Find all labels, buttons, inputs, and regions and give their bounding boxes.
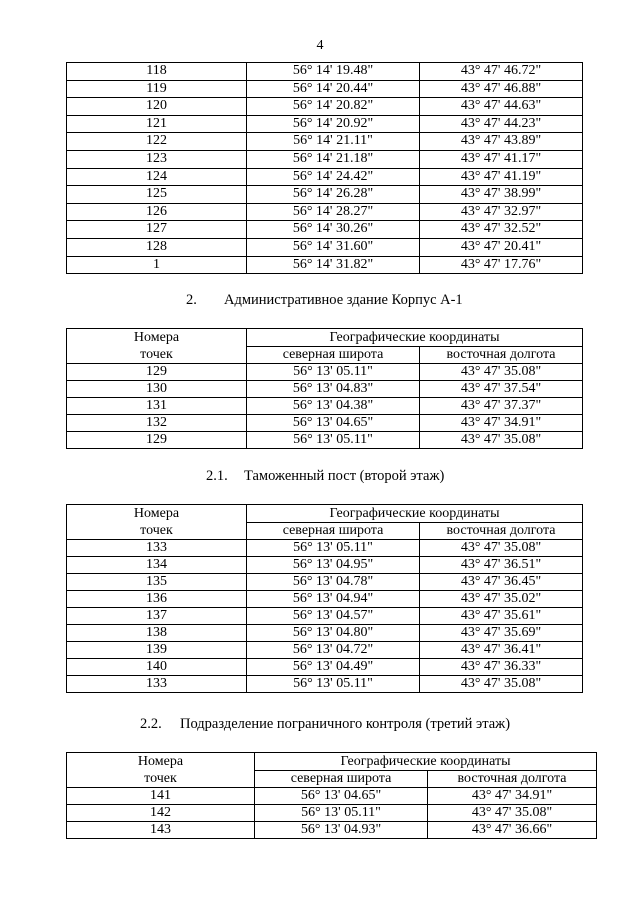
latitude-cell: 56° 13' 04.49" xyxy=(247,659,420,676)
table-row xyxy=(67,574,583,591)
latitude-cell: 56° 13' 04.65" xyxy=(247,415,420,432)
longitude-cell: 43° 47' 35.02" xyxy=(420,591,583,608)
section-number: 2.2. xyxy=(140,716,162,732)
latitude-cell: 56° 14' 31.60" xyxy=(247,238,420,256)
latitude-cell: 56° 14' 31.82" xyxy=(247,256,420,274)
table-row xyxy=(67,788,597,805)
point-number-cell: 132 xyxy=(67,415,247,432)
latitude-cell: 56° 13' 05.11" xyxy=(247,364,420,381)
latitude-cell: 56° 13' 05.11" xyxy=(255,805,428,822)
header-points xyxy=(67,329,247,364)
header-longitude: восточная долгота xyxy=(420,347,583,364)
table-row xyxy=(67,432,583,449)
table-row xyxy=(67,168,583,186)
latitude-cell: 56° 13' 04.78" xyxy=(247,574,420,591)
latitude-cell: 56° 14' 24.42" xyxy=(247,168,420,186)
latitude-cell: 56° 13' 04.80" xyxy=(247,625,420,642)
header-points-line1: Номера xyxy=(133,330,180,345)
page-number: 4 xyxy=(316,38,324,53)
coordinates-table-border-control xyxy=(66,752,597,839)
longitude-cell: 43° 47' 35.08" xyxy=(420,540,583,557)
longitude-cell: 43° 47' 32.97" xyxy=(420,203,583,221)
longitude-cell: 43° 47' 36.51" xyxy=(420,557,583,574)
table-row xyxy=(67,98,583,116)
longitude-cell: 43° 47' 17.76" xyxy=(420,256,583,274)
section-number: 2.1. xyxy=(206,468,228,484)
table-row xyxy=(67,115,583,133)
header-longitude: восточная долгота xyxy=(420,523,583,540)
point-number-cell: 138 xyxy=(67,625,247,642)
table-row xyxy=(67,186,583,204)
table-row xyxy=(67,591,583,608)
longitude-cell: 43° 47' 46.72" xyxy=(420,63,583,81)
longitude-cell: 43° 47' 36.45" xyxy=(420,574,583,591)
latitude-cell: 56° 14' 30.26" xyxy=(247,221,420,239)
latitude-cell: 56° 13' 04.94" xyxy=(247,591,420,608)
section-2-2-heading xyxy=(140,716,510,733)
table-row xyxy=(67,557,583,574)
longitude-cell: 43° 47' 34.91" xyxy=(428,788,597,805)
longitude-cell: 43° 47' 35.08" xyxy=(428,805,597,822)
point-number-cell: 143 xyxy=(67,822,255,839)
coordinates-table-customs-post xyxy=(66,504,583,693)
table-row xyxy=(67,540,583,557)
latitude-cell: 56° 13' 04.65" xyxy=(255,788,428,805)
latitude-cell: 56° 14' 21.11" xyxy=(247,133,420,151)
coordinates-table-continuation xyxy=(66,62,583,274)
longitude-cell: 43° 47' 41.19" xyxy=(420,168,583,186)
header-latitude: северная широта xyxy=(255,771,428,788)
point-number-cell: 121 xyxy=(67,115,247,133)
longitude-cell: 43° 47' 44.63" xyxy=(420,98,583,116)
longitude-cell: 43° 47' 20.41" xyxy=(420,238,583,256)
header-points-line1: Номера xyxy=(137,754,184,769)
latitude-cell: 56° 13' 04.38" xyxy=(247,398,420,415)
table-body xyxy=(67,364,583,449)
table-body xyxy=(67,788,597,839)
point-number-cell: 139 xyxy=(67,642,247,659)
table-row xyxy=(67,256,583,274)
section-title: Подразделение пограничного контроля (третий этаж) xyxy=(180,716,511,732)
table-row xyxy=(67,608,583,625)
latitude-cell: 56° 13' 04.83" xyxy=(247,381,420,398)
point-number-cell: 128 xyxy=(67,238,247,256)
point-number-cell: 134 xyxy=(67,557,247,574)
coordinates-table-building-a1 xyxy=(66,328,583,449)
latitude-cell: 56° 13' 05.11" xyxy=(247,540,420,557)
table-row xyxy=(67,642,583,659)
point-number-cell: 137 xyxy=(67,608,247,625)
longitude-cell: 43° 47' 37.54" xyxy=(420,381,583,398)
longitude-cell: 43° 47' 43.89" xyxy=(420,133,583,151)
point-number-cell: 129 xyxy=(67,364,247,381)
header-points-line2: точек xyxy=(140,347,173,362)
header-points-line2: точек xyxy=(140,523,173,538)
point-number-cell: 129 xyxy=(67,432,247,449)
latitude-cell: 56° 14' 20.82" xyxy=(247,98,420,116)
point-number-cell: 123 xyxy=(67,150,247,168)
longitude-cell: 43° 47' 35.69" xyxy=(420,625,583,642)
section-number: 2. xyxy=(186,292,197,308)
longitude-cell: 43° 47' 32.52" xyxy=(420,221,583,239)
point-number-cell: 127 xyxy=(67,221,247,239)
latitude-cell: 56° 13' 05.11" xyxy=(247,676,420,693)
point-number-cell: 124 xyxy=(67,168,247,186)
section-2-1-heading xyxy=(206,468,444,485)
table-row xyxy=(67,676,583,693)
table-body xyxy=(67,63,583,274)
latitude-cell: 56° 13' 04.72" xyxy=(247,642,420,659)
point-number-cell: 131 xyxy=(67,398,247,415)
latitude-cell: 56° 13' 04.93" xyxy=(255,822,428,839)
section-2-heading xyxy=(186,292,463,309)
table-row xyxy=(67,805,597,822)
point-number-cell: 136 xyxy=(67,591,247,608)
latitude-cell: 56° 13' 05.11" xyxy=(247,432,420,449)
point-number-cell: 126 xyxy=(67,203,247,221)
header-latitude: северная широта xyxy=(247,347,420,364)
longitude-cell: 43° 47' 36.33" xyxy=(420,659,583,676)
latitude-cell: 56° 14' 20.44" xyxy=(247,80,420,98)
table-row xyxy=(67,133,583,151)
section-title: Таможенный пост (второй этаж) xyxy=(244,468,445,484)
header-points-line1: Номера xyxy=(133,506,180,521)
table-row xyxy=(67,364,583,381)
longitude-cell: 43° 47' 35.08" xyxy=(420,676,583,693)
point-number-cell: 122 xyxy=(67,133,247,151)
latitude-cell: 56° 14' 19.48" xyxy=(247,63,420,81)
point-number-cell: 141 xyxy=(67,788,255,805)
point-number-cell: 1 xyxy=(67,256,247,274)
table-row xyxy=(67,150,583,168)
latitude-cell: 56° 14' 28.27" xyxy=(247,203,420,221)
point-number-cell: 120 xyxy=(67,98,247,116)
table-row xyxy=(67,381,583,398)
latitude-cell: 56° 13' 04.57" xyxy=(247,608,420,625)
latitude-cell: 56° 14' 21.18" xyxy=(247,150,420,168)
point-number-cell: 118 xyxy=(67,63,247,81)
header-latitude: северная широта xyxy=(247,523,420,540)
table-body xyxy=(67,540,583,693)
longitude-cell: 43° 47' 35.08" xyxy=(420,364,583,381)
longitude-cell: 43° 47' 37.37" xyxy=(420,398,583,415)
table-row xyxy=(67,80,583,98)
point-number-cell: 135 xyxy=(67,574,247,591)
section-title: Административное здание Корпус А-1 xyxy=(224,292,463,308)
header-longitude: восточная долгота xyxy=(428,771,597,788)
longitude-cell: 43° 47' 41.17" xyxy=(420,150,583,168)
point-number-cell: 119 xyxy=(67,80,247,98)
table-row xyxy=(67,625,583,642)
table-row xyxy=(67,398,583,415)
latitude-cell: 56° 14' 20.92" xyxy=(247,115,420,133)
longitude-cell: 43° 47' 46.88" xyxy=(420,80,583,98)
point-number-cell: 130 xyxy=(67,381,247,398)
header-geo: Географические координаты xyxy=(255,753,597,771)
longitude-cell: 43° 47' 35.61" xyxy=(420,608,583,625)
table-row xyxy=(67,63,583,81)
longitude-cell: 43° 47' 44.23" xyxy=(420,115,583,133)
longitude-cell: 43° 47' 34.91" xyxy=(420,415,583,432)
table-row xyxy=(67,221,583,239)
header-points-line2: точек xyxy=(144,771,177,786)
header-geo: Географические координаты xyxy=(247,505,583,523)
point-number-cell: 142 xyxy=(67,805,255,822)
point-number-cell: 140 xyxy=(67,659,247,676)
point-number-cell: 125 xyxy=(67,186,247,204)
header-points xyxy=(67,753,255,788)
table-row xyxy=(67,415,583,432)
longitude-cell: 43° 47' 38.99" xyxy=(420,186,583,204)
table-row xyxy=(67,203,583,221)
header-points xyxy=(67,505,247,540)
table-row xyxy=(67,659,583,676)
table-row xyxy=(67,238,583,256)
longitude-cell: 43° 47' 35.08" xyxy=(420,432,583,449)
latitude-cell: 56° 14' 26.28" xyxy=(247,186,420,204)
longitude-cell: 43° 47' 36.66" xyxy=(428,822,597,839)
point-number-cell: 133 xyxy=(67,540,247,557)
header-geo: Географические координаты xyxy=(247,329,583,347)
point-number-cell: 133 xyxy=(67,676,247,693)
longitude-cell: 43° 47' 36.41" xyxy=(420,642,583,659)
latitude-cell: 56° 13' 04.95" xyxy=(247,557,420,574)
table-row xyxy=(67,822,597,839)
